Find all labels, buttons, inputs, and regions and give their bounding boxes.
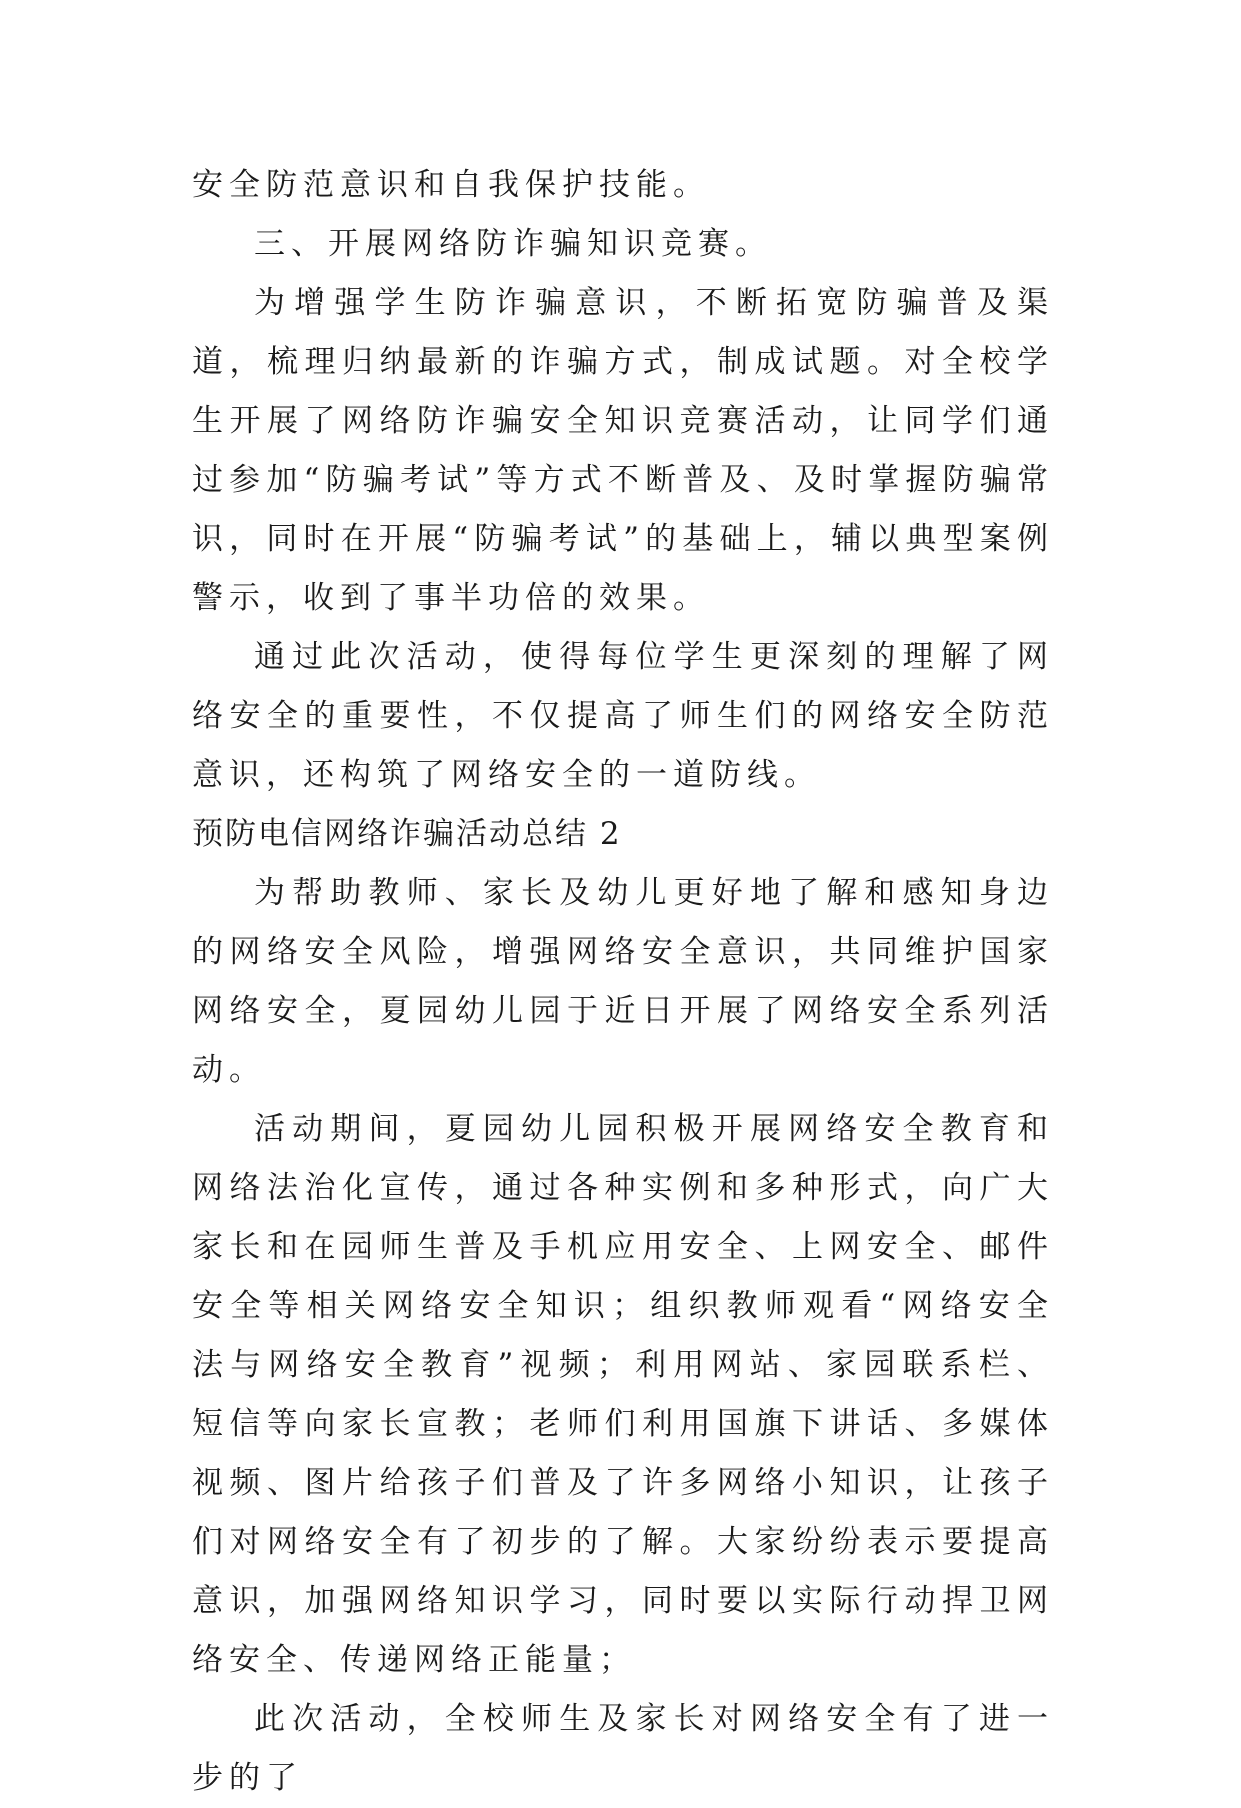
document-body xyxy=(192,156,1054,1808)
paragraph-continuation: 安全防范意识和自我保护技能。 xyxy=(192,167,710,203)
paragraph-quiz-activity: 为增强学生防诈骗意识，不断拓宽防骗普及渠道，梳理归纳最新的诈骗方式，制成试题。对全校学生开展了网络防诈骗安全知识竞赛活动，让同学们通过参加“防骗考试”等方式不断普及、及时掌握防骗常识，同时在开展“防骗考试”的基础上，辅以典型案例警示，收到了事半功倍的效果。 xyxy=(192,285,1054,616)
paragraph-conclusion-partial: 此次活动，全校师生及家长对网络安全有了进一步的了 xyxy=(192,1701,1054,1796)
paragraph-intro-2: 为帮助教师、家长及幼儿更好地了解和感知身边的网络安全风险，增强网络安全意识，共同维护国家网络安全，夏园幼儿园于近日开展了网络安全系列活动。 xyxy=(192,875,1054,1088)
paragraph-activity-result: 通过此次活动，使得每位学生更深刻的理解了网络安全的重要性，不仅提高了师生们的网络安全防范意识，还构筑了网络安全的一道防线。 xyxy=(192,639,1054,793)
document-title-2: 预防电信网络诈骗活动总结 2 xyxy=(192,816,622,852)
section-heading-three: 三、开展网络防诈骗知识竞赛。 xyxy=(254,226,772,262)
paragraph-activity-details: 活动期间，夏园幼儿园积极开展网络安全教育和网络法治化宣传，通过各种实例和多种形式，向广大家长和在园师生普及手机应用安全、上网安全、邮件安全等相关网络安全知识；组织教师观看“网络安全法与网络安全教育”视频；利用网站、家园联系栏、短信等向家长宣教；老师们利用国旗下讲话、多媒体视频、图片给孩子们普及了许多网络小知识，让孩子们对网络安全有了初步的了解。大家纷纷表示要提高意识，加强网络知识学习，同时要以实际行动捍卫网络安全、传递网络正能量； xyxy=(192,1111,1054,1678)
